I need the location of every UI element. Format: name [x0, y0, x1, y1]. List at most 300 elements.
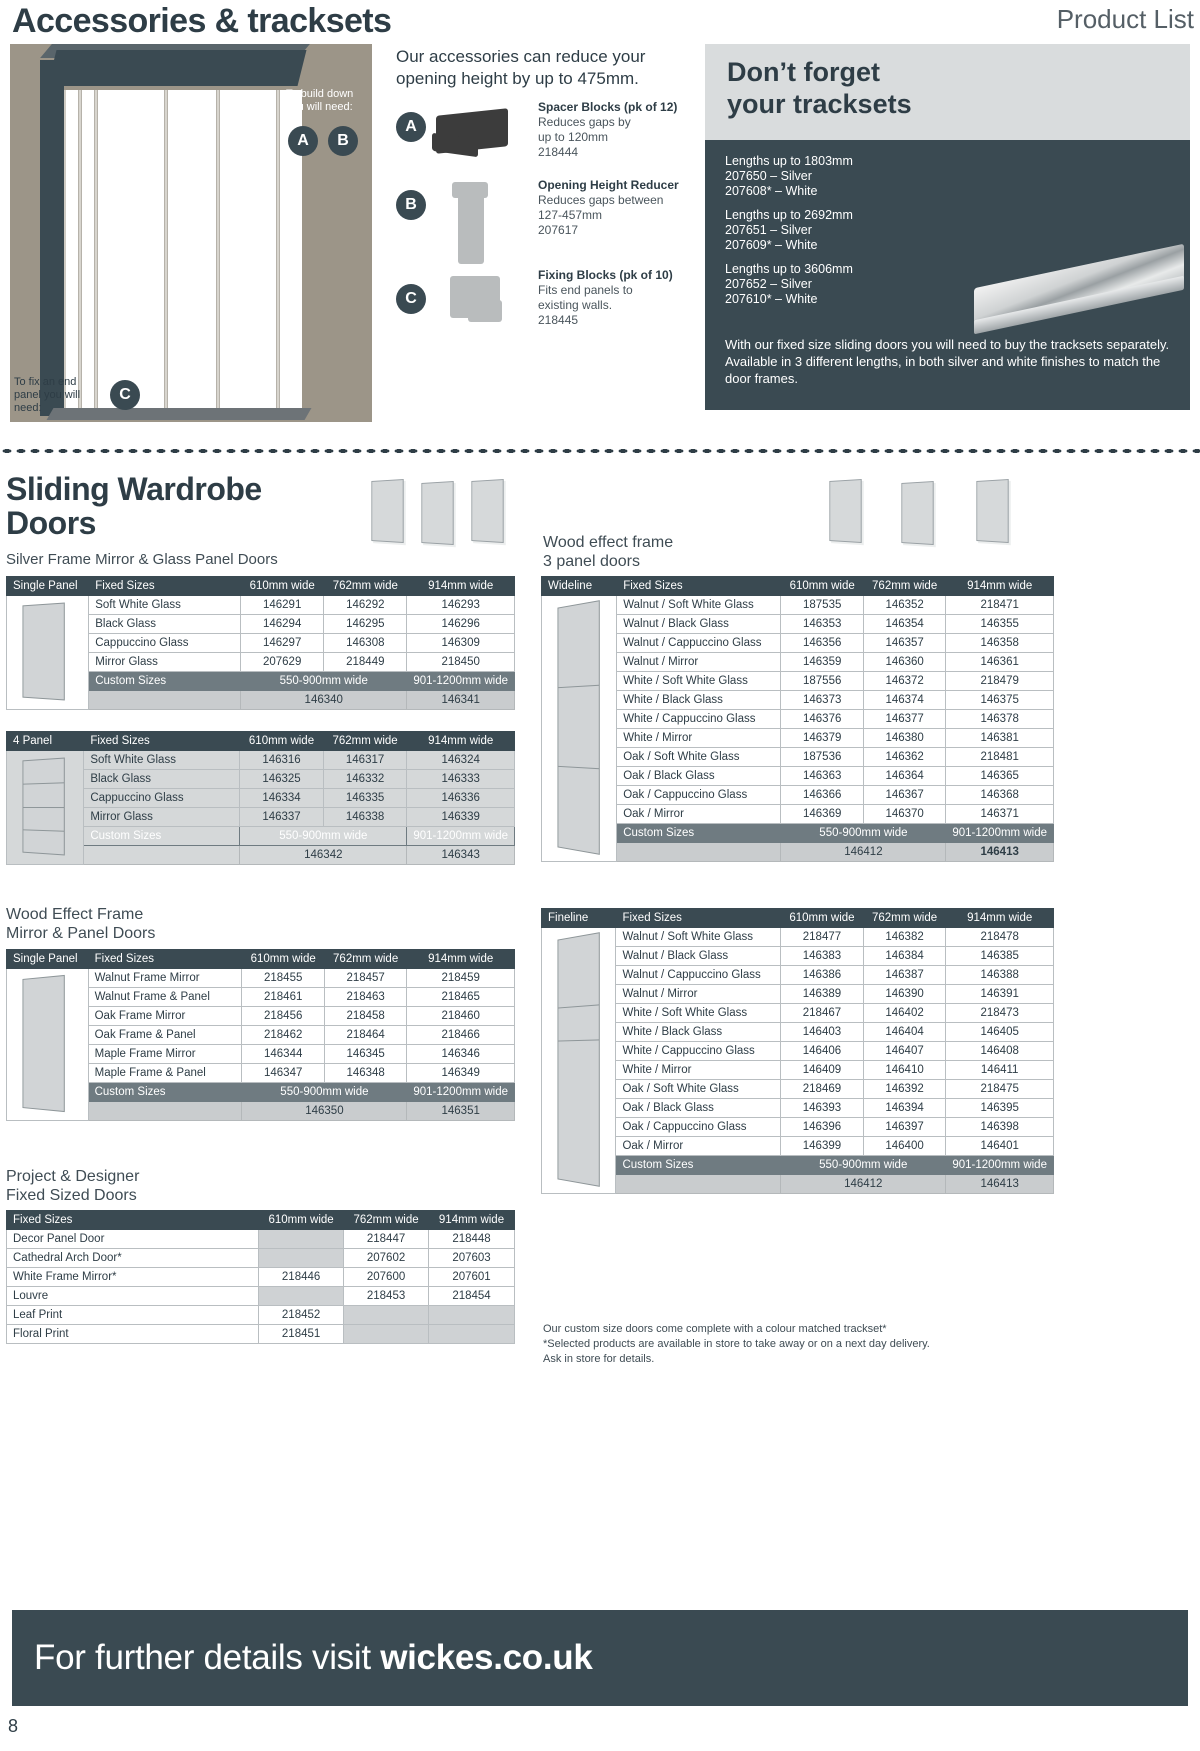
- fixing-blocks-image-2: [468, 300, 502, 322]
- tbody-wood-effect-single: [7, 969, 515, 1121]
- wardrobe-floor: [47, 408, 312, 420]
- row-610: 146291: [241, 596, 324, 615]
- row-610: 218477: [781, 928, 864, 947]
- row-914: 218450: [407, 653, 515, 672]
- wood-effect-right-title: [543, 533, 673, 571]
- badge-c: C: [110, 380, 140, 410]
- door-thumbnail-6: [976, 479, 1008, 543]
- single-panel-door-icon: [22, 603, 64, 701]
- table-row: [7, 1249, 515, 1268]
- th-914: 914mm wide: [429, 1211, 515, 1230]
- custom-range-b: 901-1200mm wide: [946, 824, 1054, 843]
- row-762: 146370: [863, 805, 945, 824]
- wardrobe-illustration: [10, 44, 372, 422]
- th-914: 914mm wide: [407, 950, 515, 969]
- wardrobe-door-edge-5: [276, 90, 280, 410]
- row-name: White / Black Glass: [617, 691, 781, 710]
- row-762: 218447: [344, 1230, 429, 1249]
- tbody-wideline: [542, 596, 1054, 862]
- row-914: 146293: [407, 596, 515, 615]
- door-thumbnail-4: [829, 479, 861, 543]
- tracksets-footer-text: With our fixed size sliding doors you will need to buy the tracksets separately. Available in 3 different lengths, in both silver and white finishes to match the door frames.: [725, 337, 1170, 386]
- custom-value-a: 146412: [781, 843, 946, 862]
- row-914: 146358: [946, 634, 1054, 653]
- table-row: [542, 615, 1054, 634]
- row-610: 146383: [781, 947, 864, 966]
- tracksets-heading: [727, 56, 912, 120]
- row-610: 146359: [781, 653, 863, 672]
- row-914: 146401: [946, 1137, 1054, 1156]
- table-row: [542, 672, 1054, 691]
- footer-banner-plain: For further details visit: [34, 1638, 381, 1677]
- row-610: 187536: [781, 748, 863, 767]
- opening-height-reducer-image-2: [452, 182, 488, 198]
- row-610: 146356: [781, 634, 863, 653]
- row-610: 218451: [259, 1325, 344, 1344]
- row-914: 207601: [429, 1268, 515, 1287]
- row-914: 146368: [946, 786, 1054, 805]
- door-preview-cell: [542, 928, 616, 1194]
- table-row: [542, 928, 1054, 947]
- row-610: 218455: [242, 969, 324, 988]
- sliding-section-subtitle: Silver Frame Mirror & Glass Panel Doors: [6, 551, 278, 568]
- row-name: Walnut Frame Mirror: [88, 969, 242, 988]
- row-name: Walnut / Soft White Glass: [617, 596, 781, 615]
- row-name: Oak / Black Glass: [617, 767, 781, 786]
- trackset-3-length: Lengths up to 3606mm: [725, 262, 853, 276]
- accessory-c-desc2: existing walls.: [538, 298, 613, 312]
- accessory-b-text: [538, 178, 718, 238]
- th-fixed-sizes: Fixed Sizes: [616, 909, 781, 928]
- row-name: Maple Frame Mirror: [88, 1045, 242, 1064]
- table-row: [542, 710, 1054, 729]
- row-762: 146335: [323, 789, 407, 808]
- row-762: 207600: [344, 1268, 429, 1287]
- row-762: 218458: [324, 1007, 406, 1026]
- row-name: Walnut / Cappuccino Glass: [616, 966, 781, 985]
- table-row: [542, 985, 1054, 1004]
- row-762: 146407: [863, 1042, 946, 1061]
- row-name: White / Mirror: [617, 729, 781, 748]
- fix-end-badges: [110, 380, 140, 410]
- custom-value-a: 146342: [240, 846, 407, 865]
- table-row: [542, 691, 1054, 710]
- custom-sizes-header-row: [542, 824, 1054, 843]
- wood-effect-left-line1: Wood Effect Frame: [6, 906, 144, 923]
- custom-value-b: 146341: [407, 691, 515, 710]
- row-914: 218466: [407, 1026, 515, 1045]
- wardrobe-door-edge-4: [216, 90, 220, 410]
- wardrobe-opening: [64, 90, 302, 410]
- wood-effect-right-line1: Wood effect frame: [543, 534, 674, 551]
- row-610: 187535: [781, 596, 863, 615]
- row-610: 146386: [781, 966, 864, 985]
- row-name: Mirror Glass: [89, 653, 241, 672]
- accessory-badge-a: [396, 112, 426, 142]
- table-row: [7, 1287, 515, 1306]
- table-row: [542, 1137, 1054, 1156]
- door-preview-cell: [7, 969, 89, 1121]
- row-610: 207629: [241, 653, 324, 672]
- row-762: 218463: [324, 988, 406, 1007]
- row-762: 146410: [863, 1061, 946, 1080]
- row-610: 146325: [240, 770, 324, 789]
- custom-range-a: 550-900mm wide: [781, 824, 946, 843]
- wood-effect-left-title: [6, 905, 155, 943]
- row-914: 146411: [946, 1061, 1054, 1080]
- row-914: 146333: [407, 770, 515, 789]
- row-762: 146394: [863, 1099, 946, 1118]
- row-name: Maple Frame & Panel: [88, 1064, 242, 1083]
- custom-value-a: 146350: [242, 1102, 407, 1121]
- table-row: [7, 1325, 515, 1344]
- tracksets-panel: [705, 44, 1190, 410]
- wood-effect-left-line2: Mirror & Panel Doors: [6, 925, 156, 942]
- footnote-line-2: *Selected products are available in store to take away or on a next day delivery.: [543, 1338, 930, 1350]
- table-wideline: [541, 576, 1054, 862]
- th-group-label: 4 Panel: [7, 732, 84, 751]
- wardrobe-left-post: [40, 60, 64, 416]
- table-row: [542, 1099, 1054, 1118]
- row-762: 218457: [324, 969, 406, 988]
- wardrobe-door-edge-1: [78, 90, 82, 410]
- row-762: [344, 1325, 429, 1344]
- row-914: 146361: [946, 653, 1054, 672]
- custom-range-a: 550-900mm wide: [240, 827, 407, 846]
- custom-sizes-header-row: [542, 1156, 1054, 1175]
- row-610: [259, 1287, 344, 1306]
- row-762: 146402: [863, 1004, 946, 1023]
- row-914: 218471: [946, 596, 1054, 615]
- row-name: Mirror Glass: [84, 808, 240, 827]
- accessory-b-desc2: 127-457mm: [538, 208, 603, 222]
- custom-value-b: 146343: [407, 846, 515, 865]
- row-762: 146382: [863, 928, 946, 947]
- row-name: Walnut / Black Glass: [616, 947, 781, 966]
- row-914: 146355: [946, 615, 1054, 634]
- row-914: 218479: [946, 672, 1054, 691]
- fineline-door-icon: [557, 932, 599, 1187]
- row-914: 207603: [429, 1249, 515, 1268]
- row-762: 146295: [324, 615, 407, 634]
- row-name: Oak Frame Mirror: [88, 1007, 242, 1026]
- row-762: 146372: [863, 672, 945, 691]
- row-name: White / Soft White Glass: [616, 1004, 781, 1023]
- row-914: 146365: [946, 767, 1054, 786]
- table-row: [7, 751, 515, 770]
- row-762: 146360: [863, 653, 945, 672]
- row-name: Oak / Cappuccino Glass: [616, 1118, 781, 1137]
- door-preview-cell: [7, 751, 84, 865]
- accessory-b-desc1: Reduces gaps between: [538, 193, 664, 207]
- four-panel-door-icon: [22, 758, 64, 856]
- table-row: [542, 966, 1054, 985]
- trackset-2-silver: 207651 – Silver: [725, 223, 812, 237]
- th-762: 762mm wide: [863, 577, 945, 596]
- table-four-panel-glass: [6, 731, 515, 865]
- door-thumbnail-1: [371, 479, 403, 543]
- table-wood-effect-single: [6, 949, 515, 1121]
- row-name: Floral Print: [7, 1325, 259, 1344]
- row-name: Cathedral Arch Door*: [7, 1249, 259, 1268]
- wideline-door-icon: [557, 600, 599, 855]
- row-762: 146357: [863, 634, 945, 653]
- accessory-c-text: [538, 268, 718, 328]
- row-914: 218460: [407, 1007, 515, 1026]
- tracksets-heading-line1: Don’t forget: [727, 57, 880, 87]
- footnote-line-3: Ask in store for details.: [543, 1353, 655, 1365]
- row-762: 146374: [863, 691, 945, 710]
- door-thumbnail-3: [471, 479, 503, 543]
- row-610: 146344: [242, 1045, 324, 1064]
- custom-value-b: 146413: [946, 843, 1054, 862]
- row-name: White / Black Glass: [616, 1023, 781, 1042]
- sliding-section-title: [6, 472, 346, 540]
- table-row: [542, 1080, 1054, 1099]
- custom-range-b: 901-1200mm wide: [407, 1083, 515, 1102]
- row-914: 218481: [946, 748, 1054, 767]
- custom-sizes-value-row: [542, 1175, 1054, 1194]
- door-thumbnail-5: [901, 481, 933, 545]
- custom-value-b: 146413: [946, 1175, 1054, 1194]
- trackset-1-length: Lengths up to 1803mm: [725, 154, 853, 168]
- row-762: 146397: [863, 1118, 946, 1137]
- table-row: [7, 1306, 515, 1325]
- table-row: [542, 805, 1054, 824]
- custom-value-a: 146412: [781, 1175, 946, 1194]
- row-name: Soft White Glass: [89, 596, 241, 615]
- custom-sizes-value-row: [542, 843, 1054, 862]
- custom-range-a: 550-900mm wide: [242, 1083, 407, 1102]
- row-762: 146400: [863, 1137, 946, 1156]
- row-name: Oak / Soft White Glass: [617, 748, 781, 767]
- row-762: 146364: [863, 767, 945, 786]
- row-610: 187556: [781, 672, 863, 691]
- th-fixed-sizes: Fixed Sizes: [84, 732, 240, 751]
- row-610: 146396: [781, 1118, 864, 1137]
- tbody-four-panel-glass: [7, 751, 515, 865]
- row-name: Oak / Soft White Glass: [616, 1080, 781, 1099]
- row-762: 146348: [324, 1064, 406, 1083]
- wardrobe-header-rail: [48, 50, 307, 86]
- badge-label-b: B: [396, 190, 426, 220]
- row-610: 146373: [781, 691, 863, 710]
- row-762: 146345: [324, 1045, 406, 1064]
- table-row: [542, 1023, 1054, 1042]
- row-762: 146390: [863, 985, 946, 1004]
- row-914: 218454: [429, 1287, 515, 1306]
- trackset-group-3: [725, 262, 853, 307]
- row-610: 218467: [781, 1004, 864, 1023]
- tracksets-body: [705, 140, 1190, 410]
- th-914: 914mm wide: [407, 577, 515, 596]
- th-914: 914mm wide: [946, 909, 1054, 928]
- row-610: [259, 1230, 344, 1249]
- row-914: 218459: [407, 969, 515, 988]
- row-name: Cappuccino Glass: [84, 789, 240, 808]
- custom-blank: [617, 843, 781, 862]
- project-designer-line2: Fixed Sized Doors: [6, 1187, 137, 1204]
- row-name: Walnut / Soft White Glass: [616, 928, 781, 947]
- accessory-c-code: 218445: [538, 313, 579, 327]
- row-610: 146363: [781, 767, 863, 786]
- row-914: 146339: [407, 808, 515, 827]
- custom-value-b: 146351: [407, 1102, 515, 1121]
- th-762: 762mm wide: [324, 577, 407, 596]
- row-name: Oak / Mirror: [616, 1137, 781, 1156]
- sliding-title-line1: Sliding Wardrobe: [6, 471, 262, 507]
- trackset-1-silver: 207650 – Silver: [725, 169, 812, 183]
- th-762: 762mm wide: [324, 950, 406, 969]
- th-762: 762mm wide: [323, 732, 407, 751]
- row-name: White / Cappuccino Glass: [617, 710, 781, 729]
- row-914: [429, 1325, 515, 1344]
- trackset-3-silver: 207652 – Silver: [725, 277, 812, 291]
- row-914: 146408: [946, 1042, 1054, 1061]
- row-610: 146334: [240, 789, 324, 808]
- build-down-badges: [288, 126, 358, 156]
- footnote-line-1: Our custom size doors come complete with a colour matched trackset*: [543, 1323, 887, 1335]
- row-762: 146362: [863, 748, 945, 767]
- trackset-3-white: 207610* – White: [725, 292, 818, 306]
- row-610: 146316: [240, 751, 324, 770]
- custom-sizes-label: Custom Sizes: [617, 824, 781, 843]
- accessory-a-desc2: up to 120mm: [538, 130, 609, 144]
- footer-banner: [12, 1610, 1188, 1706]
- build-down-note: To build down you will need:: [286, 88, 354, 113]
- table-row: [542, 729, 1054, 748]
- custom-sizes-label: Custom Sizes: [616, 1156, 781, 1175]
- row-762: 146377: [863, 710, 945, 729]
- row-914: 146395: [946, 1099, 1054, 1118]
- row-914: 146309: [407, 634, 515, 653]
- wardrobe-door-edge-2: [94, 90, 98, 410]
- door-thumbnail-2: [421, 481, 453, 545]
- row-914: 146296: [407, 615, 515, 634]
- row-name: White Frame Mirror*: [7, 1268, 259, 1287]
- accessory-a-name: Spacer Blocks (pk of 12): [538, 100, 678, 114]
- custom-sizes-label: Custom Sizes: [88, 1083, 242, 1102]
- th-fixed-sizes: Fixed Sizes: [617, 577, 781, 596]
- row-610: 146297: [241, 634, 324, 653]
- table-single-panel-glass: [6, 576, 515, 710]
- table-row: [7, 596, 515, 615]
- row-762: 146338: [323, 808, 407, 827]
- custom-range-b: 901-1200mm wide: [407, 672, 515, 691]
- row-610: 146294: [241, 615, 324, 634]
- wood-effect-right-line2: 3 panel doors: [543, 553, 640, 570]
- custom-range-a: 550-900mm wide: [241, 672, 407, 691]
- row-762: 218464: [324, 1026, 406, 1045]
- dotted-divider: [0, 448, 1200, 454]
- row-610: 146403: [781, 1023, 864, 1042]
- custom-blank: [89, 691, 241, 710]
- row-762: 146332: [323, 770, 407, 789]
- th-610: 610mm wide: [781, 909, 864, 928]
- row-762: 146308: [324, 634, 407, 653]
- table-fineline: [541, 908, 1054, 1194]
- row-610: 146409: [781, 1061, 864, 1080]
- row-914: 146385: [946, 947, 1054, 966]
- row-762: 146384: [863, 947, 946, 966]
- trackset-1-white: 207608* – White: [725, 184, 818, 198]
- row-name: Decor Panel Door: [7, 1230, 259, 1249]
- row-610: 218462: [242, 1026, 324, 1045]
- row-914: 218478: [946, 928, 1054, 947]
- table-row: [542, 1061, 1054, 1080]
- table-row: [542, 1118, 1054, 1137]
- table-row: [542, 786, 1054, 805]
- row-610: 146389: [781, 985, 864, 1004]
- row-610: 146337: [240, 808, 324, 827]
- row-914: 146398: [946, 1118, 1054, 1137]
- row-610: [259, 1249, 344, 1268]
- row-762: 146352: [863, 596, 945, 615]
- row-610: 146347: [242, 1064, 324, 1083]
- row-914: 146336: [407, 789, 515, 808]
- row-610: 218456: [242, 1007, 324, 1026]
- accessory-badge-b: [396, 190, 426, 220]
- row-name: White / Mirror: [616, 1061, 781, 1080]
- row-name: Oak Frame & Panel: [88, 1026, 242, 1045]
- wood-single-panel-door-icon: [22, 975, 64, 1112]
- footer-banner-text: [34, 1638, 593, 1678]
- fix-end-note: To fix an end panel you will need:: [14, 376, 81, 414]
- table-row: [542, 653, 1054, 672]
- tbody-project-designer: [7, 1230, 515, 1344]
- row-762: 146292: [324, 596, 407, 615]
- footer-banner-url: wickes.co.uk: [380, 1638, 593, 1677]
- tracksets-heading-band: [705, 44, 1190, 140]
- row-914: 146346: [407, 1045, 515, 1064]
- th-610: 610mm wide: [781, 577, 863, 596]
- project-designer-title: [6, 1167, 139, 1205]
- row-name: Oak / Cappuccino Glass: [617, 786, 781, 805]
- row-914: 146388: [946, 966, 1054, 985]
- custom-sizes-label: Custom Sizes: [89, 672, 241, 691]
- row-610: 146353: [781, 615, 863, 634]
- row-762: 207602: [344, 1249, 429, 1268]
- accessory-a-code: 218444: [538, 145, 579, 159]
- th-fixed-sizes: Fixed Sizes: [88, 950, 242, 969]
- row-762: 146404: [863, 1023, 946, 1042]
- row-914: 146371: [946, 805, 1054, 824]
- row-name: Walnut / Cappuccino Glass: [617, 634, 781, 653]
- row-610: 146369: [781, 805, 863, 824]
- row-610: 146393: [781, 1099, 864, 1118]
- row-610: 146399: [781, 1137, 864, 1156]
- row-762: 218449: [324, 653, 407, 672]
- table-row: [542, 634, 1054, 653]
- custom-value-a: 146340: [241, 691, 407, 710]
- accessory-b-name: Opening Height Reducer: [538, 178, 679, 192]
- row-610: 218452: [259, 1306, 344, 1325]
- table-project-designer: [6, 1210, 515, 1344]
- trackset-2-white: 207609* – White: [725, 238, 818, 252]
- row-name: White / Cappuccino Glass: [616, 1042, 781, 1061]
- th-610: 610mm wide: [241, 577, 324, 596]
- row-914: 146375: [946, 691, 1054, 710]
- trackset-group-1: [725, 154, 853, 199]
- row-name: Soft White Glass: [84, 751, 240, 770]
- trackset-group-2: [725, 208, 853, 253]
- th-group-label: Fineline: [542, 909, 616, 928]
- row-name: Cappuccino Glass: [89, 634, 241, 653]
- product-list-label: Product List: [1056, 4, 1194, 34]
- custom-blank: [84, 846, 240, 865]
- row-name: Louvre: [7, 1287, 259, 1306]
- th-group-label: Single Panel: [7, 577, 89, 596]
